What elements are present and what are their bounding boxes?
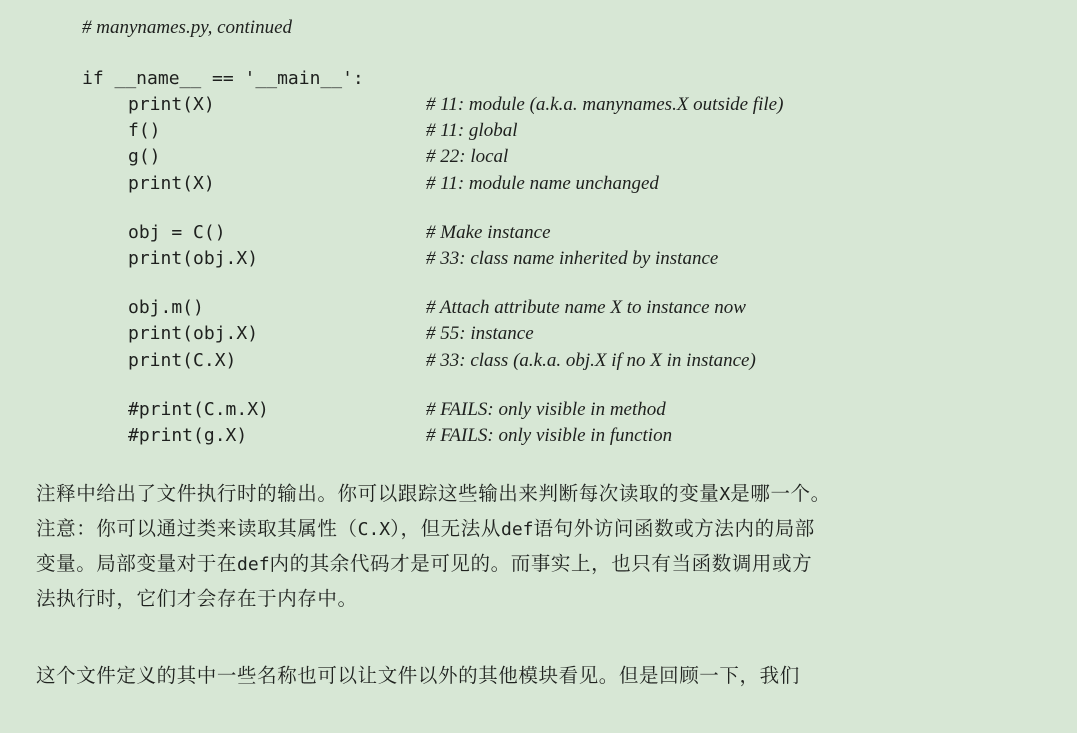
inline-code: def <box>237 554 270 575</box>
code-text: g() <box>128 146 161 167</box>
text-run: 注释中给出了文件执行时的输出。你可以跟踪这些输出来判断每次读取的变量 <box>36 482 720 505</box>
paragraph-line <box>36 477 1056 512</box>
code-text: #print(C.m.X) <box>128 399 269 420</box>
code-comment: # FAILS: only visible in function <box>426 425 673 446</box>
code-text: f() <box>128 120 161 141</box>
paragraph-line: 法执行时，它们才会存在于内存中。 <box>36 587 358 610</box>
inline-code: def <box>500 519 534 540</box>
code-text: #print(g.X) <box>128 425 248 446</box>
code-text: print(obj.X) <box>128 323 259 344</box>
code-comment: # 33: class (a.k.a. obj.X if no X in instance) <box>426 350 756 371</box>
paragraph-line: 这个文件定义的其中一些名称也可以让文件以外的其他模块看见。但是回顾一下，我们 <box>36 664 800 687</box>
code-text: print(X) <box>128 94 215 115</box>
text-run: 是哪一个。 <box>730 482 831 505</box>
code-text: print(C.X) <box>128 350 237 371</box>
text-run: 注意：你可以通过类来读取其属性（ <box>36 517 358 540</box>
code-caption: # manynames.py, continued <box>82 17 293 38</box>
code-comment: # 11: module (a.k.a. manynames.X outside file) <box>426 94 784 115</box>
text-run: 语句外访问函数或方法内的局部 <box>533 517 815 540</box>
code-comment: # 11: module name unchanged <box>426 173 659 194</box>
code-comment: # 33: class name inherited by instance <box>426 248 719 269</box>
code-text: print(X) <box>128 173 215 194</box>
inline-code: C.X <box>357 519 391 540</box>
paragraph-line <box>36 547 1056 582</box>
code-text: obj = C() <box>128 222 226 243</box>
code-comment: # FAILS: only visible in method <box>426 399 666 420</box>
code-comment: # 55: instance <box>426 323 534 344</box>
code-comment: # Make instance <box>426 222 551 243</box>
code-text: obj.m() <box>128 297 204 318</box>
paragraph-line <box>36 512 1056 547</box>
text-run: 内的其余代码才是可见的。而事实上，也只有当函数调用或方 <box>269 552 813 575</box>
text-run: ），但无法从 <box>390 517 501 540</box>
code-comment: # Attach attribute name X to instance now <box>426 297 746 318</box>
text-run: 变量。局部变量对于在 <box>36 552 238 575</box>
explanation-paragraph <box>36 477 1056 616</box>
next-paragraph <box>36 659 1056 693</box>
code-comment: # 22: local <box>426 146 509 167</box>
code-text: print(obj.X) <box>128 248 259 269</box>
code-comment: # 11: global <box>426 120 518 141</box>
inline-code: X <box>719 484 731 505</box>
main-guard-code: if __name__ == '__main__': <box>82 68 364 89</box>
